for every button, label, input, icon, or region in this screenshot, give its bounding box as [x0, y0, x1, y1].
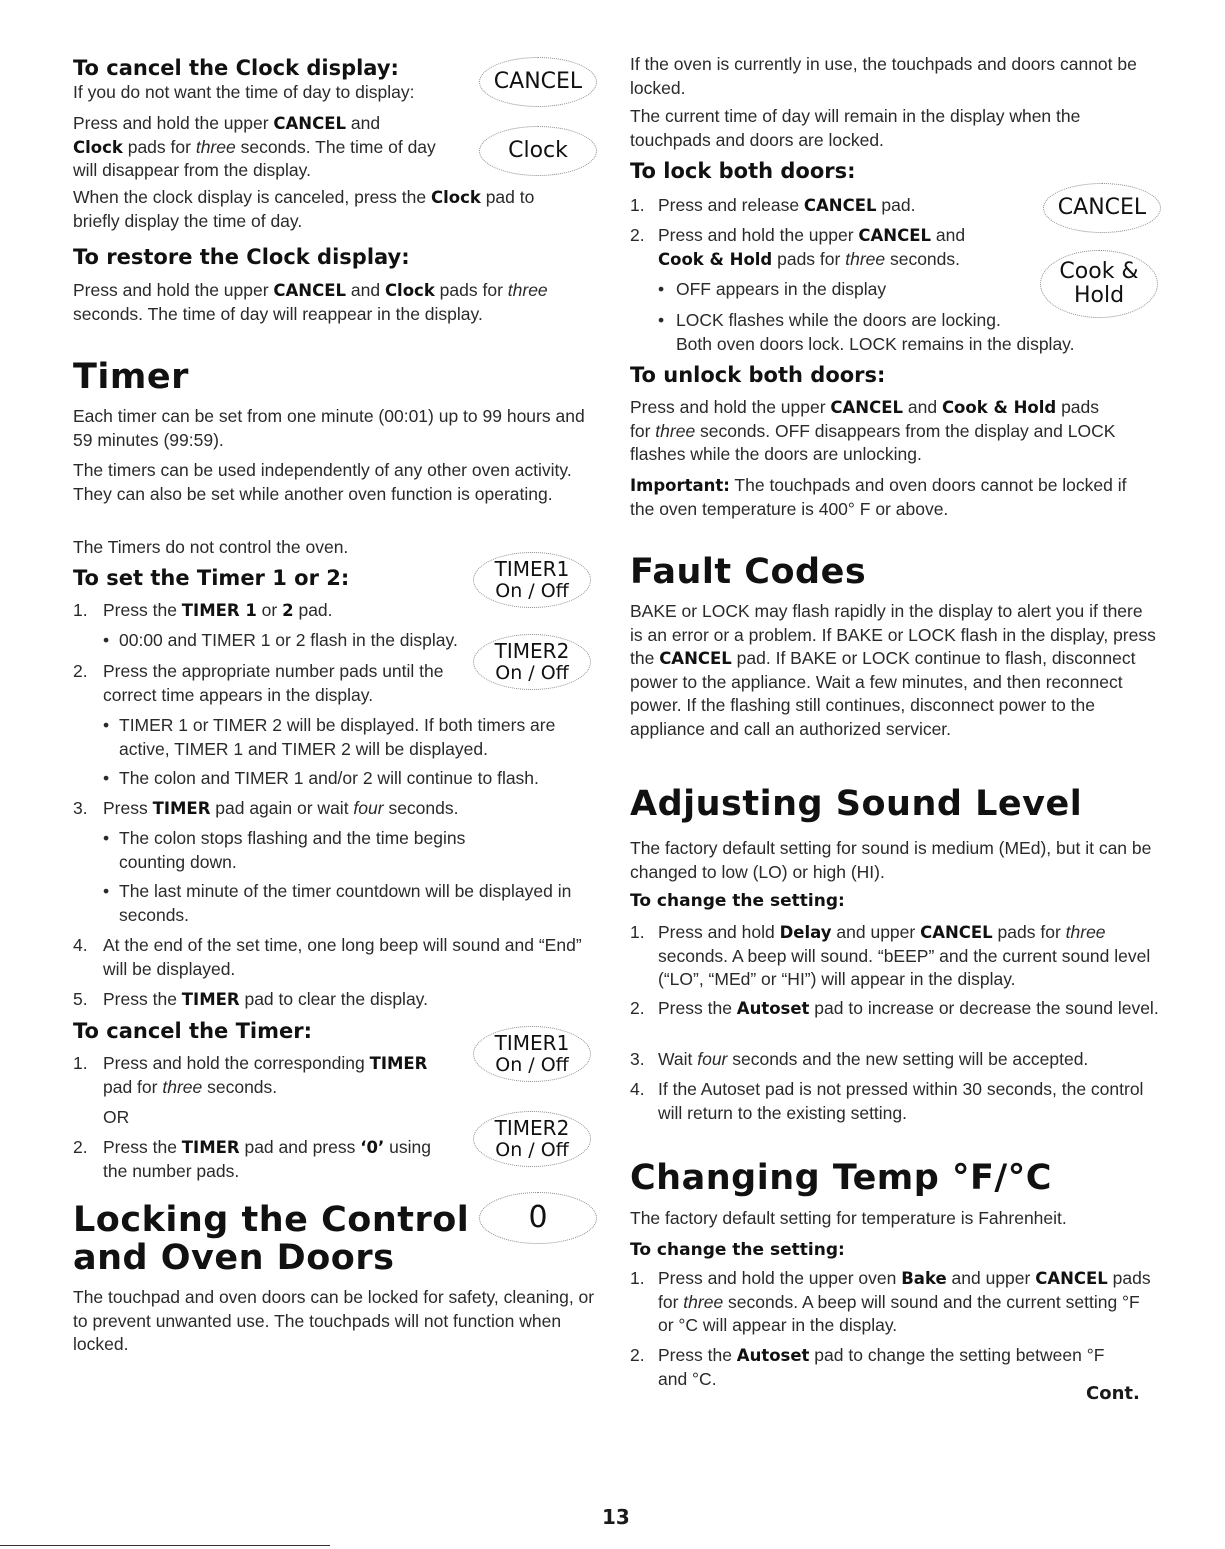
- lock-doors-heading: To lock both doors:: [630, 159, 856, 183]
- timer-title: Timer: [73, 357, 189, 397]
- sound-step-1: 1. Press and hold Delay and upper CANCEL pads for three seconds. A beep will sound. “bEEP” and the current sound level (“LO”, “MEd” or “HI”) will appear in the display.: [630, 922, 1151, 989]
- unlock-doors-instructions: Press and hold the upper CANCEL and Cook & Hold pads for three seconds. OFF disappears from the display and LOCK flashes while the doors are unlocking.: [630, 397, 1116, 464]
- temp-units-intro: The factory default setting for temperature is Fahrenheit.: [630, 1208, 1067, 1228]
- set-timer-step-2: 2. Press the appropriate number pads until the correct time appears in the display.: [73, 661, 444, 705]
- timer-intro-3: The Timers do not control the oven.: [73, 537, 349, 557]
- lock-note-time: The current time of day will remain in the display when the touchpads and doors are locked.: [630, 106, 1081, 150]
- sound-step-2: 2. Press the Autoset pad to increase or decrease the sound level.: [630, 998, 1159, 1018]
- zero-pad-icon: 0: [479, 1192, 597, 1244]
- temp-units-title: Changing Temp °F/°C: [630, 1158, 1052, 1198]
- set-timer-bullet-5: • The last minute of the timer countdown will be displayed in seconds.: [103, 881, 572, 925]
- restore-clock-heading: To restore the Clock display:: [73, 245, 410, 269]
- locking-intro: The touchpad and oven doors can be locked for safety, cleaning, or to prevent unwanted use. The touchpads will not function when locked.: [73, 1287, 595, 1354]
- cancel-clock-heading: To cancel the Clock display:: [73, 56, 399, 80]
- timer1-pad-icon: TIMER1 On / Off: [473, 552, 591, 608]
- fault-codes-text: BAKE or LOCK may flash rapidly in the display to alert you if there is an error or a problem. If BAKE or LOCK flash in the display, press the CANCEL pad. If BAKE or LOCK continue to flash, disconnect power to the appliance. Wait a few minutes, and then reconnect power. If the flashing still continues, disconnect power to the appliance and call an authorized servicer.: [630, 601, 1156, 739]
- set-timer-bullet-4: • The colon stops flashing and the time begins counting down.: [103, 828, 466, 872]
- set-timer-step-1: 1. Press the TIMER 1 or 2 pad.: [73, 600, 333, 620]
- lock-doors-bullet-1: • OFF appears in the display: [658, 279, 887, 299]
- lock-doors-step-2: 2. Press and hold the upper CANCEL and Cook & Hold pads for three seconds.: [630, 225, 966, 269]
- set-timer-step-4: 4. At the end of the set time, one long beep will sound and “End” will be displayed.: [73, 935, 582, 979]
- footer-rule: [0, 1545, 330, 1546]
- clock-pad-icon: Clock: [479, 126, 597, 176]
- continued-label: Cont.: [1086, 1383, 1140, 1404]
- set-timer-step-3: 3. Press TIMER pad again or wait four seconds.: [73, 798, 459, 818]
- cook-hold-pad-icon: Cook & Hold: [1040, 250, 1158, 318]
- important-note: Important: The touchpads and oven doors cannot be locked if the oven temperature is 400° F or above.: [630, 475, 1127, 519]
- sound-level-intro: The factory default setting for sound is medium (MEd), but it can be changed to low (LO) or high (HI).: [630, 838, 1152, 882]
- unlock-doors-heading: To unlock both doors:: [630, 363, 886, 387]
- lock-doors-bullet-2: • LOCK flashes while the doors are locking. Both oven doors lock. LOCK remains in the display.: [658, 310, 1075, 354]
- fault-codes-title: Fault Codes: [630, 552, 867, 592]
- lock-note-in-use: If the oven is currently in use, the touchpads and doors cannot be locked.: [630, 54, 1137, 98]
- cancel-clock-instructions: Press and hold the upper CANCEL and Clock pads for three seconds. The time of day will disappear from the display.: [73, 113, 436, 180]
- set-timer-bullet-3: • The colon and TIMER 1 and/or 2 will continue to flash.: [103, 768, 539, 788]
- locking-title-line-2: and Oven Doors: [73, 1238, 395, 1278]
- timer2-cancel-pad-icon: TIMER2 On / Off: [473, 1111, 591, 1167]
- page-number: 13: [602, 1505, 630, 1529]
- cancel-timer-heading: To cancel the Timer:: [73, 1019, 312, 1043]
- locking-title-line-1: Locking the Control: [73, 1200, 470, 1240]
- cancel-timer-step-1: 1. Press and hold the corresponding TIMER pad for three seconds.: [73, 1053, 428, 1097]
- cancel-timer-or: OR: [103, 1107, 130, 1127]
- cancel-pad-icon: CANCEL: [479, 57, 597, 107]
- sound-step-4: 4. If the Autoset pad is not pressed within 30 seconds, the control will return to the existing setting.: [630, 1079, 1144, 1123]
- sound-step-3: 3. Wait four seconds and the new setting will be accepted.: [630, 1049, 1089, 1069]
- lock-cancel-pad-icon: CANCEL: [1043, 183, 1161, 233]
- set-timer-step-5: 5. Press the TIMER pad to clear the display.: [73, 989, 428, 1009]
- cancel-timer-step-2: 2. Press the TIMER pad and press ‘0’ using the number pads.: [73, 1137, 431, 1181]
- sound-change-subheading: To change the setting:: [630, 891, 845, 911]
- lock-doors-step-1: 1. Press and release CANCEL pad.: [630, 195, 916, 215]
- set-timer-bullet-2: • TIMER 1 or TIMER 2 will be displayed. If both timers are active, TIMER 1 and TIMER 2 will be displayed.: [103, 715, 556, 759]
- restore-clock-instructions: Press and hold the upper CANCEL and Clock pads for three seconds. The time of day will reappear in the display.: [73, 280, 548, 324]
- cancel-clock-note: When the clock display is canceled, press the Clock pad to briefly display the time of day.: [73, 187, 535, 231]
- timer2-pad-icon: TIMER2 On / Off: [473, 634, 591, 690]
- timer-intro-1: Each timer can be set from one minute (00:01) up to 99 hours and 59 minutes (99:59).: [73, 406, 585, 450]
- temp-step-1: 1. Press and hold the upper oven Bake and upper CANCEL pads for three seconds. A beep will sound and the current setting °F or °C will appear in the display.: [630, 1268, 1151, 1335]
- set-timer-heading: To set the Timer 1 or 2:: [73, 566, 350, 590]
- set-timer-bullet-1: • 00:00 and TIMER 1 or 2 flash in the display.: [103, 630, 458, 650]
- cancel-clock-intro: If you do not want the time of day to display:: [73, 82, 415, 102]
- timer1-cancel-pad-icon: TIMER1 On / Off: [473, 1026, 591, 1082]
- timer-intro-2: The timers can be used independently of any other oven activity. They can also be set while another oven function is operating.: [73, 460, 572, 504]
- temp-step-2: 2. Press the Autoset pad to change the setting between °F and °C.: [630, 1345, 1105, 1389]
- sound-level-title: Adjusting Sound Level: [630, 784, 1083, 824]
- temp-change-subheading: To change the setting:: [630, 1240, 845, 1260]
